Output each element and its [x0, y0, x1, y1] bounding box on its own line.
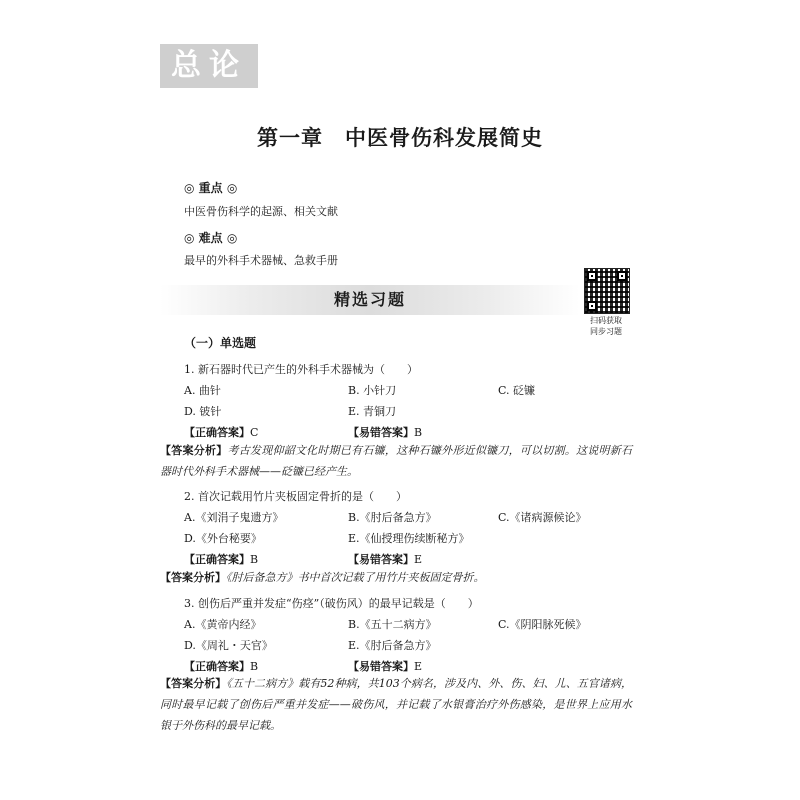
answer-analysis-text: 《五十二病方》载有52种病，共103个病名，涉及内、外、伤、妇、儿、五官诸病，同时最早记载了创伤后严重并发症——破伤风，并记载了水银膏治疗外伤感染，是世界上应用水银于外伤科的最早记载。 — [160, 677, 632, 732]
difficult-points-content: 最早的外科手术器械、急救手册 — [184, 254, 338, 267]
part-banner: 总论 — [160, 44, 258, 88]
question-stem: 2. 首次记载用竹片夹板固定骨折的是（ ） — [184, 490, 407, 503]
wrong-answer-value: E — [414, 660, 423, 673]
option-e: E.《肘后备急方》 — [348, 639, 437, 652]
correct-answer-value: B — [250, 660, 259, 673]
correct-answer-label: 【正确答案】 — [184, 426, 250, 439]
option-e: E.《仙授理伤续断秘方》 — [348, 532, 470, 545]
wrong-answer-value: B — [414, 426, 423, 439]
difficult-points-heading: ◎ 难点 ◎ — [184, 231, 238, 245]
answer-analysis-label: 【答案分析】 — [160, 571, 226, 584]
qr-code-icon[interactable] — [584, 268, 630, 314]
key-points-content: 中医骨伤科学的起源、相关文献 — [184, 205, 338, 218]
option-a: A.《刘涓子鬼遗方》 — [184, 511, 284, 524]
answer-analysis — [160, 567, 632, 588]
qr-caption-line: 扫码获取 — [590, 316, 622, 325]
question-stem: 3. 创伤后严重并发症“伤痉”（破伤风）的最早记载是（ ） — [184, 597, 479, 610]
chapter-title: 第一章 中医骨伤科发展简史 — [257, 125, 543, 150]
option-c: C. 砭镰 — [498, 384, 536, 397]
option-b: B.《肘后备急方》 — [348, 511, 437, 524]
exercise-title: 精选习题 — [333, 290, 406, 309]
wrong-answer-label: 【易错答案】 — [348, 426, 414, 439]
answer-analysis — [160, 673, 632, 736]
option-c: C.《诸病源候论》 — [498, 511, 587, 524]
wrong-answer-label: 【易错答案】 — [348, 553, 414, 566]
answer-analysis-text: 考古发现仰韶文化时期已有石镰，这种石镰外形近似镰刀，可以切割。这说明新石器时代外科手术器械——砭镰已经产生。 — [160, 444, 633, 478]
qr-caption — [578, 315, 634, 337]
correct-answer-label: 【正确答案】 — [184, 660, 250, 673]
option-b: B. 小针刀 — [348, 384, 397, 397]
option-d: D.《周礼・天官》 — [184, 639, 273, 652]
correct-answer-value: B — [250, 553, 259, 566]
option-c: C.《阴阳脉死候》 — [498, 618, 587, 631]
option-b: B.《五十二病方》 — [348, 618, 437, 631]
wrong-answer — [348, 551, 422, 567]
option-a: A. 曲针 — [184, 384, 221, 397]
answer-analysis — [160, 440, 632, 482]
wrong-answer-label: 【易错答案】 — [348, 660, 414, 673]
answer-analysis-text: 《肘后备急方》书中首次记载了用竹片夹板固定骨折。 — [226, 571, 485, 584]
question-stem: 1. 新石器时代已产生的外科手术器械为（ ） — [184, 363, 418, 376]
option-e: E. 青铜刀 — [348, 405, 397, 418]
key-points-heading: ◎ 重点 ◎ — [184, 181, 238, 195]
subsection-title: （一）单选题 — [184, 336, 257, 350]
option-d: D. 铍针 — [184, 405, 222, 418]
option-a: A.《黄帝内经》 — [184, 618, 262, 631]
answer-analysis-label: 【答案分析】 — [160, 677, 227, 690]
correct-answer-label: 【正确答案】 — [184, 553, 250, 566]
qr-caption-line: 同步习题 — [590, 327, 622, 336]
wrong-answer — [348, 658, 422, 674]
answer-analysis-label: 【答案分析】 — [160, 444, 228, 457]
correct-answer — [184, 424, 258, 440]
wrong-answer-value: E — [414, 553, 423, 566]
correct-answer — [184, 658, 258, 674]
correct-answer — [184, 551, 258, 567]
correct-answer-value: C — [250, 426, 259, 439]
option-d: D.《外台秘要》 — [184, 532, 262, 545]
wrong-answer — [348, 424, 422, 440]
